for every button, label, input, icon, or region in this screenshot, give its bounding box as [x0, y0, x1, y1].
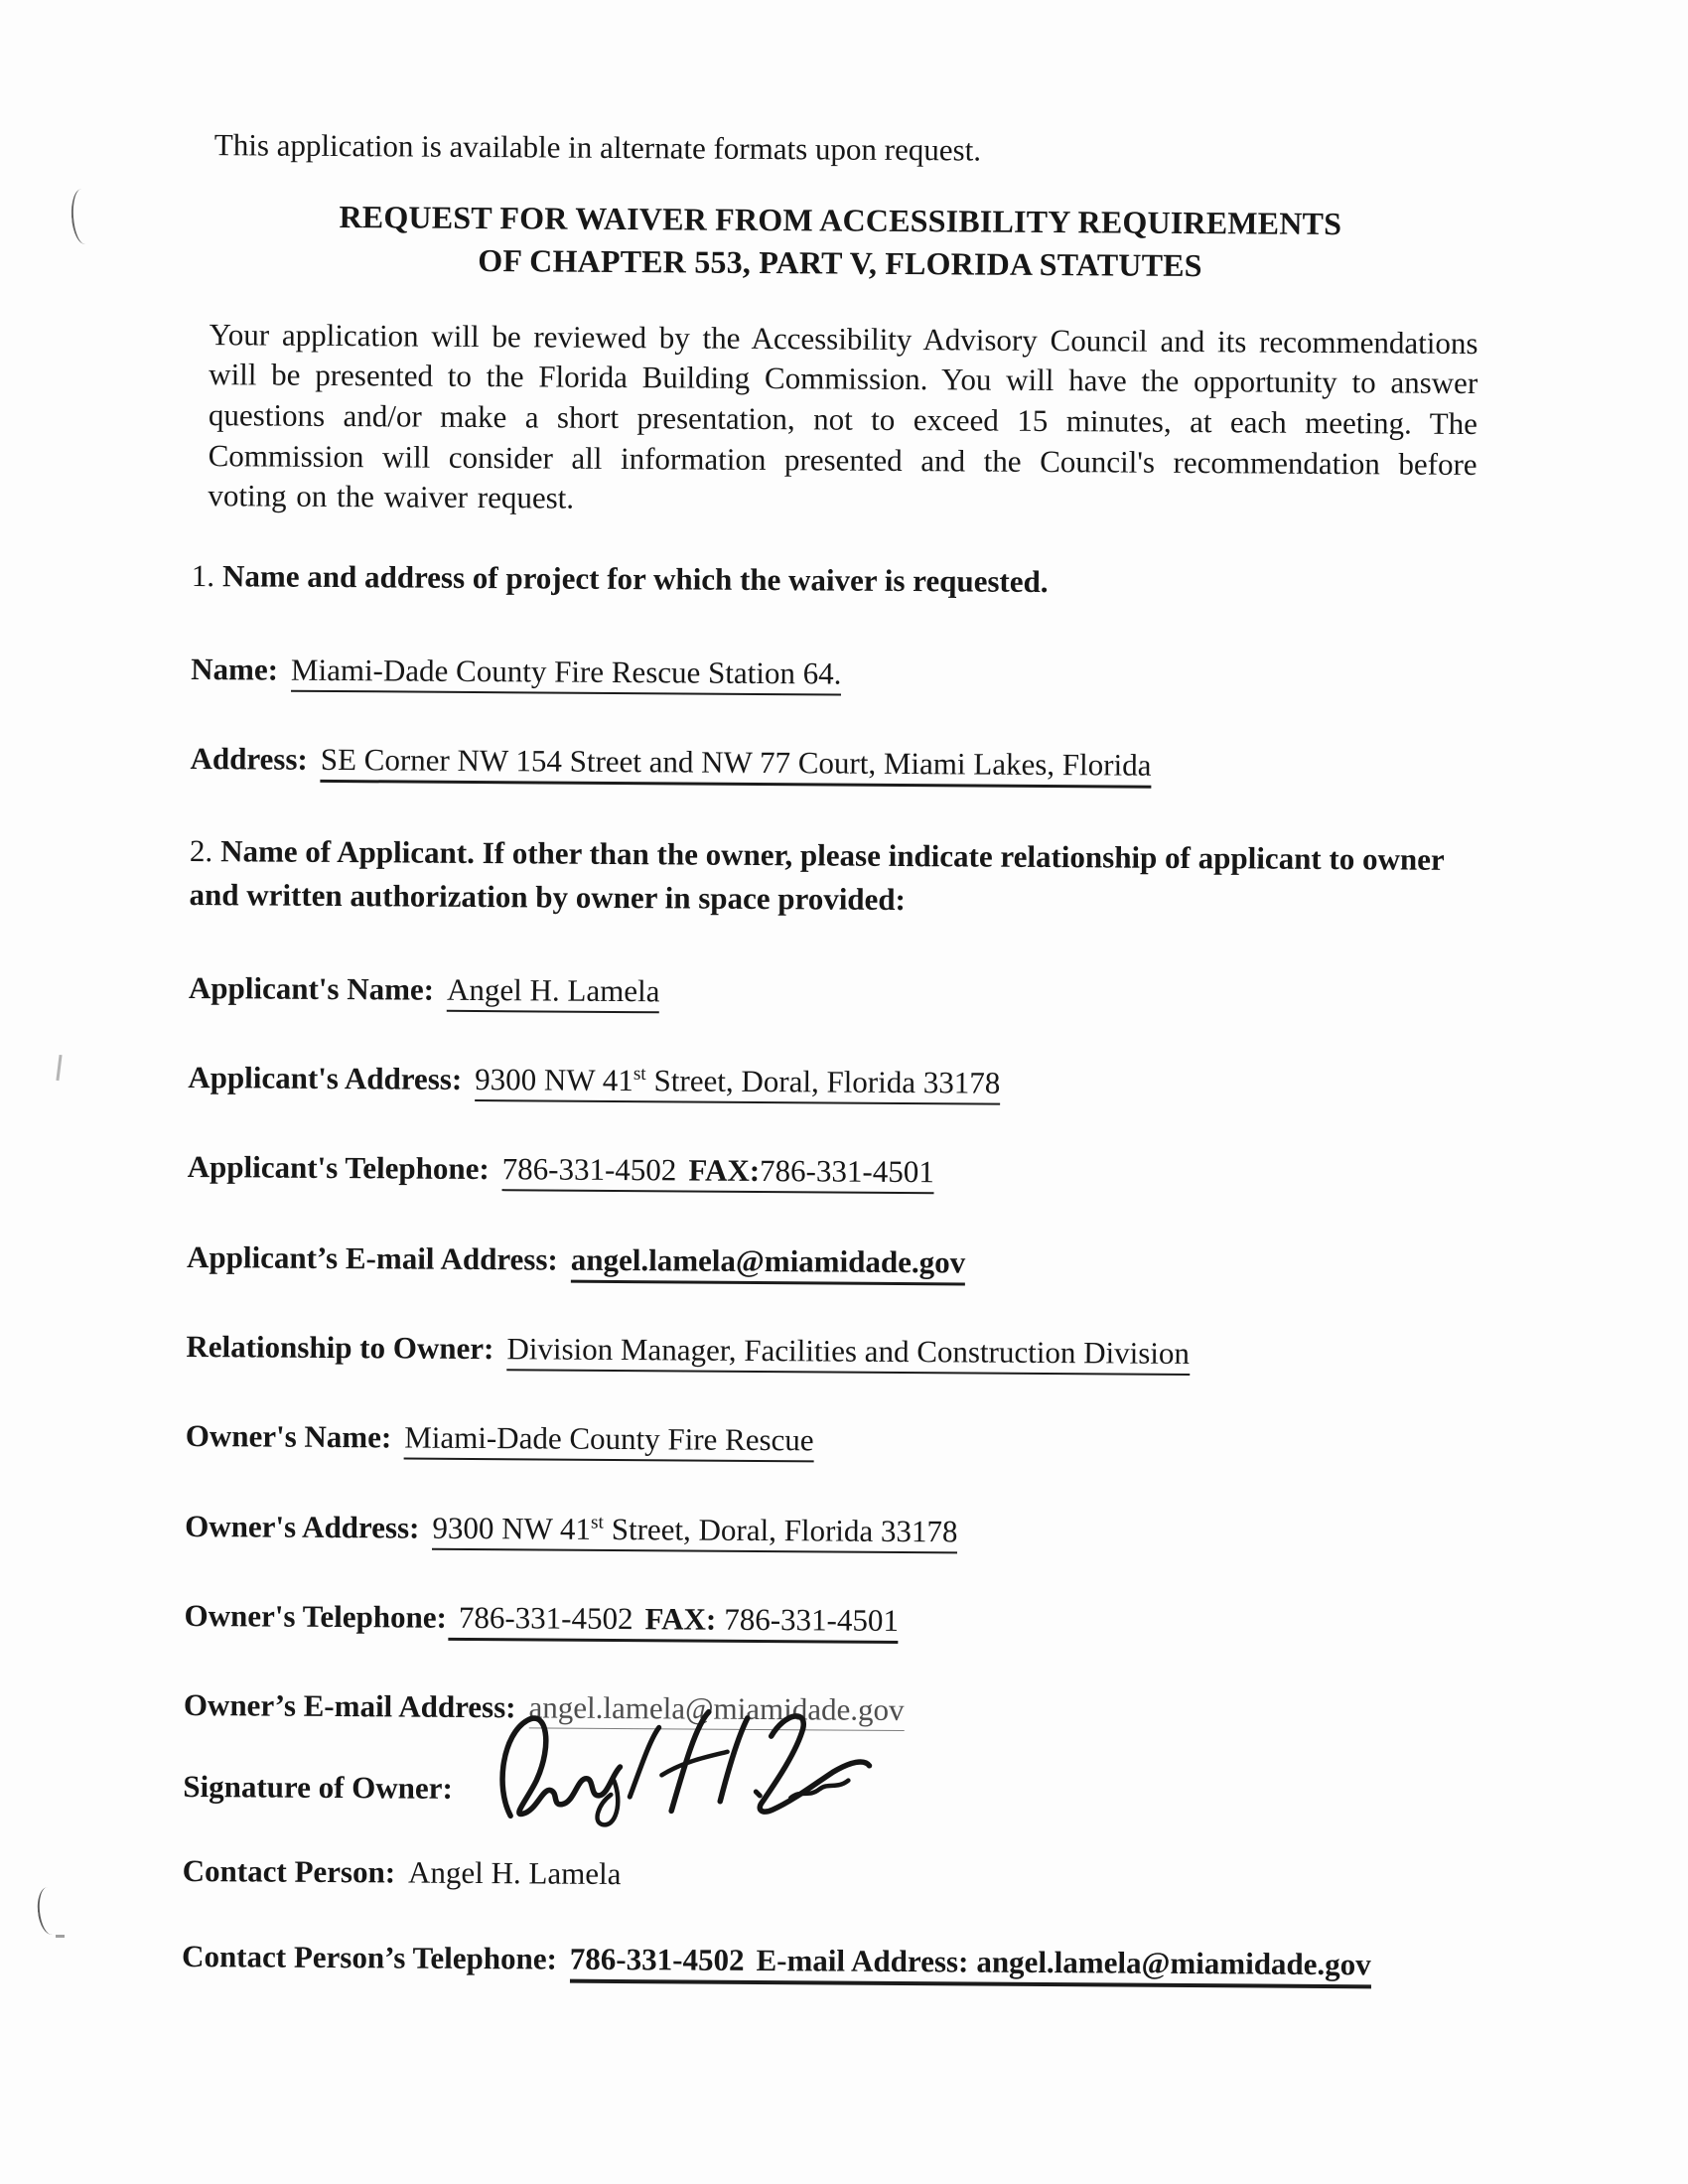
document-content [182, 125, 1487, 2035]
field-relationship-to-owner [186, 1327, 1478, 1376]
project-name-value: Miami-Dade County Fire Rescue Station 64. [291, 653, 842, 696]
intro-paragraph: Your application will be reviewed by the Accessibility Advisory Council and its recommendations will be presented to the Florida Building Commission. You will have the opportunity to answer questions and/or make a short presentation, not to exceed 15 minutes, at each meeting. The Commission will consider all information presented and the Council's recommendation before voting on the waiver request. [208, 316, 1478, 515]
section-2-number: 2. [189, 832, 213, 868]
field-applicant-address [188, 1058, 1480, 1106]
owner-phone-number: 786-331-4502 [458, 1599, 633, 1636]
field-owner-name [186, 1416, 1478, 1465]
applicant-address-ordinal: st [633, 1063, 646, 1085]
field-owner-address [185, 1506, 1477, 1554]
field-contact-telephone [182, 1937, 1475, 1985]
document-title [194, 195, 1487, 288]
field-project-address [190, 739, 1482, 788]
field-owner-telephone [184, 1596, 1477, 1645]
section-1-text: Name and address of project for which the waiver is requested. [221, 558, 1049, 599]
contact-telephone-label: Contact Person’s Telephone: [182, 1938, 557, 1976]
document-title-line2: OF CHAPTER 553, PART V, FLORIDA STATUTES [478, 241, 1202, 283]
applicant-telephone-label: Applicant's Telephone: [187, 1149, 490, 1187]
applicant-fax-number: 786-331-4501 [759, 1153, 934, 1190]
contact-email-label: E-mail Address: [756, 1942, 969, 1979]
document-title-line1: REQUEST FOR WAIVER FROM ACCESSIBILITY REQUIREMENTS [339, 199, 1342, 242]
applicant-name-value: Angel H. Lamela [447, 972, 660, 1013]
owner-telephone-value [449, 1600, 899, 1644]
contact-person-label: Contact Person: [182, 1852, 396, 1890]
alternate-formats-notice: This application is available in alternate formats upon request. [213, 127, 982, 168]
section-2-heading [189, 829, 1480, 926]
section-2-text: Name of Applicant. If other than the owner, please indicate relationship of applicant to owner and written authorization by owner in space provided: [189, 832, 1445, 917]
applicant-address-number: 9300 NW 41 [475, 1062, 633, 1098]
project-name-label: Name: [191, 652, 279, 687]
applicant-fax-label: FAX: [688, 1152, 761, 1189]
applicant-phone-number: 786-331-4502 [501, 1151, 677, 1188]
field-signature-of-owner [183, 1767, 1476, 1816]
applicant-email-label: Applicant’s E-mail Address: [186, 1238, 558, 1277]
field-applicant-name [189, 968, 1481, 1017]
applicant-address-value [475, 1062, 1000, 1105]
section-1-heading [192, 556, 1484, 605]
section-1-number: 1. [191, 557, 215, 593]
relationship-label: Relationship to Owner: [186, 1328, 494, 1367]
relationship-value: Division Manager, Facilities and Construction Division [506, 1331, 1190, 1376]
contact-telephone-value [570, 1942, 1371, 1989]
owner-address-number: 9300 NW 41 [432, 1510, 592, 1546]
signature-label: Signature of Owner: [183, 1769, 453, 1807]
scan-artifact-paren-bottom [36, 1886, 65, 1936]
owner-name-value: Miami-Dade County Fire Rescue [404, 1420, 814, 1463]
field-applicant-email [187, 1238, 1479, 1286]
owner-name-label: Owner's Name: [185, 1418, 392, 1455]
owner-email-label: Owner’s E-mail Address: [183, 1687, 516, 1725]
owner-address-value [432, 1510, 957, 1553]
scan-artifact-paren-top [70, 188, 97, 245]
field-contact-person [183, 1851, 1476, 1900]
contact-person-value: Angel H. Lamela [407, 1854, 622, 1891]
owner-signature-handwriting [481, 1691, 879, 1857]
project-address-value: SE Corner NW 154 Street and NW 77 Court, Miami Lakes, Florida [321, 742, 1152, 789]
applicant-telephone-value [502, 1152, 934, 1195]
field-applicant-telephone [188, 1147, 1480, 1196]
contact-email-value: angel.lamela@miamidade.gov [976, 1944, 1371, 1982]
owner-address-rest: Street, Doral, Florida 33178 [611, 1511, 958, 1548]
field-project-name [191, 650, 1483, 698]
applicant-name-label: Applicant's Name: [188, 969, 435, 1007]
contact-phone-number: 786-331-4502 [569, 1941, 745, 1977]
owner-email-value: angel.lamela@miamidade.gov [528, 1689, 904, 1731]
owner-telephone-label: Owner's Telephone: [184, 1597, 448, 1635]
owner-fax-label: FAX: [644, 1601, 717, 1637]
scan-artifact-tick [56, 1055, 62, 1081]
applicant-address-label: Applicant's Address: [188, 1060, 463, 1096]
applicant-email-value: angel.lamela@miamidade.gov [571, 1241, 966, 1285]
scan-artifact-speck [56, 1935, 65, 1938]
owner-address-label: Owner's Address: [185, 1508, 420, 1545]
owner-address-ordinal: st [590, 1512, 604, 1533]
project-address-label: Address: [190, 741, 308, 778]
owner-fax-number: 786-331-4501 [724, 1601, 900, 1638]
applicant-address-rest: Street, Doral, Florida 33178 [653, 1063, 1001, 1100]
